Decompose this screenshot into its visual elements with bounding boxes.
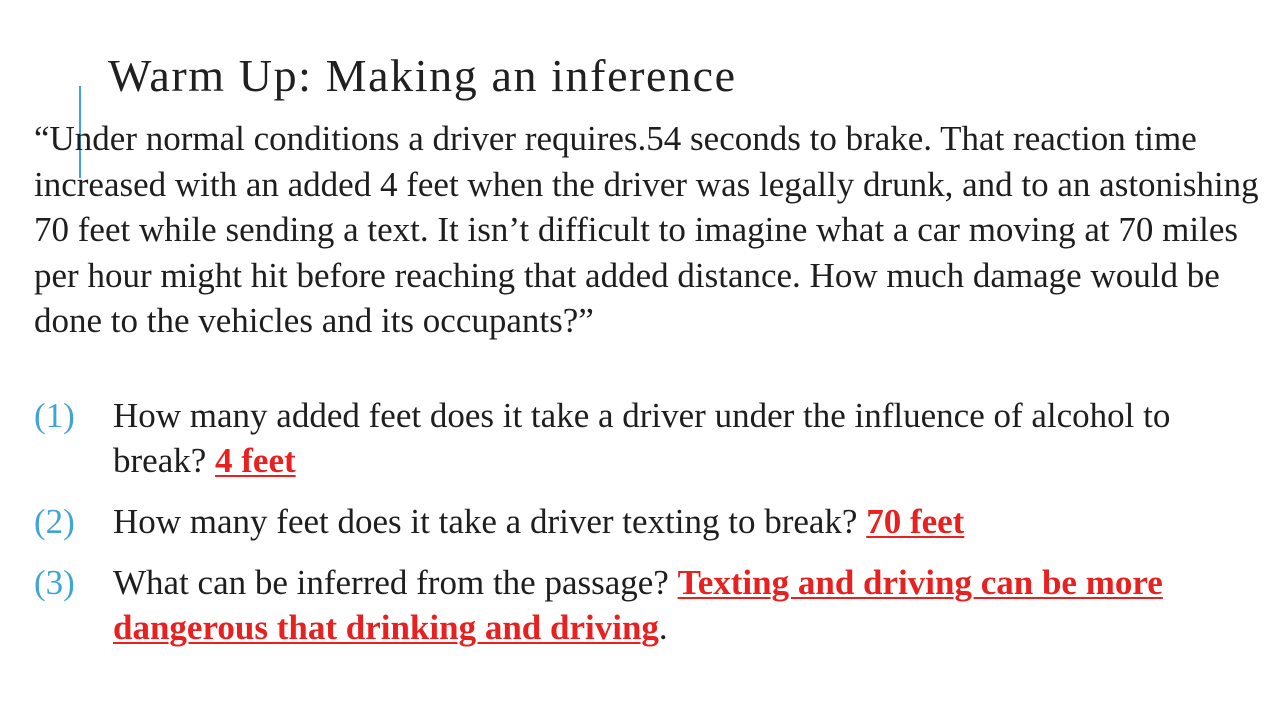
quote-passage: “Under normal conditions a driver requires.54 seconds to brake. That reaction time increased with an added 4 feet when the driver was legally drunk, and to an astonishing 70 feet while sending a text. It isn’t difficult to imagine what a car moving at 70 miles per hour might hit before reaching that added distance. How much damage would be done to the vehicles and its occupants?” [34, 119, 1259, 340]
question-item [34, 560, 1249, 650]
question-list [34, 393, 1249, 650]
question-number: (2) [34, 502, 75, 541]
question-body [113, 499, 1249, 544]
question-number: (3) [34, 563, 75, 602]
answer-text: 4 feet [215, 441, 296, 480]
answer-text: 70 feet [866, 502, 965, 541]
question-body [113, 393, 1249, 483]
answer-punctuation: . [658, 608, 668, 647]
question-item [34, 499, 1249, 544]
question-item [34, 393, 1249, 483]
question-text: What can be inferred from the passage? [113, 563, 669, 602]
question-text: How many added feet does it take a driver under the influence of alcohol to break? [113, 396, 1171, 480]
question-number: (1) [34, 396, 75, 435]
slide-title: Warm Up: Making an inference [108, 50, 737, 101]
question-text: How many feet does it take a driver texting to break? [113, 502, 858, 541]
question-body [113, 560, 1249, 650]
answer-text: Texting and driving can be more dangerous that drinking and driving [113, 563, 1163, 647]
